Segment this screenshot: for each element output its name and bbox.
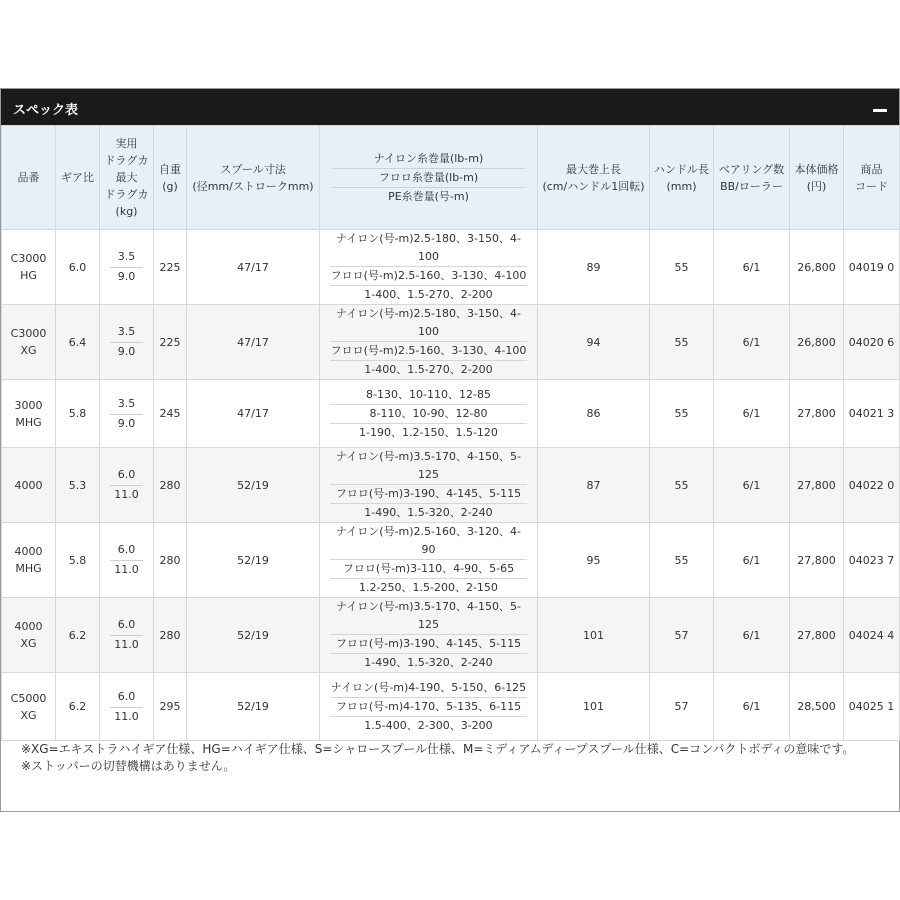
cell-weight: 225 (154, 230, 187, 305)
table-row (2, 305, 900, 380)
cell-model: 4000 (2, 448, 56, 523)
cell-model: C3000 XG (2, 305, 56, 380)
cell-drag: 6.0 11.0 (100, 448, 154, 523)
cell-price: 26,800 (790, 305, 844, 380)
cell-price: 27,800 (790, 448, 844, 523)
cell-spool: 52/19 (187, 448, 320, 523)
cell-retrieve: 101 (538, 598, 650, 673)
cell-spool: 47/17 (187, 305, 320, 380)
cell-spool: 47/17 (187, 380, 320, 448)
cell-drag: 6.0 11.0 (100, 523, 154, 598)
cell-line-capacity: ナイロン(号-m)2.5-180、3-150、4-100 フロロ(号-m)2.5-160、3-130、4-100 1-400、1.5-270、2-200 (320, 305, 538, 380)
panel-title: スペック表 (13, 103, 79, 118)
header-price: 本体価格 (円) (790, 126, 844, 230)
cell-bearing: 6/1 (714, 673, 790, 741)
header-code: 商品 コード (844, 126, 900, 230)
cell-price: 27,800 (790, 523, 844, 598)
cell-bearing: 6/1 (714, 523, 790, 598)
cell-gear: 6.2 (56, 673, 100, 741)
cell-code: 04022 0 (844, 448, 900, 523)
cell-drag: 3.5 9.0 (100, 380, 154, 448)
table-row (2, 523, 900, 598)
cell-bearing: 6/1 (714, 598, 790, 673)
cell-line-capacity: ナイロン(号-m)2.5-160、3-120、4-90 フロロ(号-m)3-110、4-90、5-65 1.2-250、1.5-200、2-150 (320, 523, 538, 598)
cell-drag: 6.0 11.0 (100, 598, 154, 673)
cell-weight: 225 (154, 305, 187, 380)
cell-gear: 6.2 (56, 598, 100, 673)
cell-handle: 55 (650, 448, 714, 523)
cell-gear: 5.8 (56, 380, 100, 448)
header-weight: 自重 (g) (154, 126, 187, 230)
cell-line-capacity: ナイロン(号-m)2.5-180、3-150、4-100 フロロ(号-m)2.5-160、3-130、4-100 1-400、1.5-270、2-200 (320, 230, 538, 305)
cell-gear: 6.4 (56, 305, 100, 380)
cell-spool: 52/19 (187, 673, 320, 741)
cell-retrieve: 94 (538, 305, 650, 380)
footnote-stopper: ※ストッパーの切替機構はありません。 (21, 759, 236, 773)
cell-bearing: 6/1 (714, 305, 790, 380)
cell-line-capacity: ナイロン(号-m)3.5-170、4-150、5-125 フロロ(号-m)3-190、4-145、5-115 1-490、1.5-320、2-240 (320, 598, 538, 673)
cell-retrieve: 86 (538, 380, 650, 448)
spec-panel (0, 88, 900, 812)
spec-table (1, 125, 900, 741)
cell-drag: 3.5 9.0 (100, 305, 154, 380)
cell-weight: 280 (154, 448, 187, 523)
cell-spool: 52/19 (187, 598, 320, 673)
cell-code: 04021 3 (844, 380, 900, 448)
cell-retrieve: 101 (538, 673, 650, 741)
cell-spool: 47/17 (187, 230, 320, 305)
cell-line-capacity: ナイロン(号-m)4-190、5-150、6-125 フロロ(号-m)4-170、5-135、6-115 1.5-400、2-300、3-200 (320, 673, 538, 741)
footnotes (21, 741, 881, 775)
table-row (2, 673, 900, 741)
cell-code: 04024 4 (844, 598, 900, 673)
cell-price: 26,800 (790, 230, 844, 305)
cell-price: 27,800 (790, 598, 844, 673)
cell-weight: 245 (154, 380, 187, 448)
header-model: 品番 (2, 126, 56, 230)
cell-line-capacity: 8-130、10-110、12-85 8-110、10-90、12-80 1-190、1.2-150、1.5-120 (320, 380, 538, 448)
header-retrieve: 最大巻上長 (cm/ハンドル1回転) (538, 126, 650, 230)
cell-handle: 55 (650, 380, 714, 448)
header-line-capacity: ナイロン糸巻量(lb-m) フロロ糸巻量(lb-m) PE糸巻量(号-m) (320, 126, 538, 230)
cell-retrieve: 89 (538, 230, 650, 305)
cell-gear: 5.3 (56, 448, 100, 523)
cell-weight: 280 (154, 598, 187, 673)
cell-model: C3000 HG (2, 230, 56, 305)
cell-handle: 57 (650, 598, 714, 673)
header-drag: 実用 ドラグカ 最大 ドラグカ (kg) (100, 126, 154, 230)
table-row (2, 598, 900, 673)
header-handle: ハンドル長 (mm) (650, 126, 714, 230)
cell-handle: 57 (650, 673, 714, 741)
cell-price: 28,500 (790, 673, 844, 741)
cell-drag: 3.5 9.0 (100, 230, 154, 305)
cell-gear: 5.8 (56, 523, 100, 598)
header-gear: ギア比 (56, 126, 100, 230)
cell-bearing: 6/1 (714, 448, 790, 523)
cell-handle: 55 (650, 230, 714, 305)
cell-spool: 52/19 (187, 523, 320, 598)
cell-gear: 6.0 (56, 230, 100, 305)
cell-line-capacity: ナイロン(号-m)3.5-170、4-150、5-125 フロロ(号-m)3-190、4-145、5-115 1-490、1.5-320、2-240 (320, 448, 538, 523)
cell-bearing: 6/1 (714, 230, 790, 305)
table-row (2, 380, 900, 448)
cell-model: 4000 MHG (2, 523, 56, 598)
header-spool: スプール寸法 (径mm/ストロークmm) (187, 126, 320, 230)
cell-model: C5000 XG (2, 673, 56, 741)
cell-retrieve: 87 (538, 448, 650, 523)
minus-icon[interactable] (873, 109, 887, 112)
cell-handle: 55 (650, 523, 714, 598)
table-header-row (2, 126, 900, 230)
cell-code: 04019 0 (844, 230, 900, 305)
cell-model: 4000 XG (2, 598, 56, 673)
cell-code: 04023 7 (844, 523, 900, 598)
cell-model: 3000 MHG (2, 380, 56, 448)
cell-price: 27,800 (790, 380, 844, 448)
cell-weight: 295 (154, 673, 187, 741)
cell-handle: 55 (650, 305, 714, 380)
table-row (2, 448, 900, 523)
cell-weight: 280 (154, 523, 187, 598)
cell-code: 04025 1 (844, 673, 900, 741)
cell-bearing: 6/1 (714, 380, 790, 448)
cell-drag: 6.0 11.0 (100, 673, 154, 741)
footnote-abbreviations: ※XG=エキストラハイギア仕様、HG=ハイギア仕様、S=シャロースプール仕様、M=ミディアムディープスプール仕様、C=コンパクトボディの意味です。 (21, 742, 855, 756)
cell-code: 04020 6 (844, 305, 900, 380)
cell-retrieve: 95 (538, 523, 650, 598)
header-bearing: ベアリング数 BB/ローラー (714, 126, 790, 230)
table-row (2, 230, 900, 305)
spec-panel-header[interactable] (1, 89, 899, 125)
